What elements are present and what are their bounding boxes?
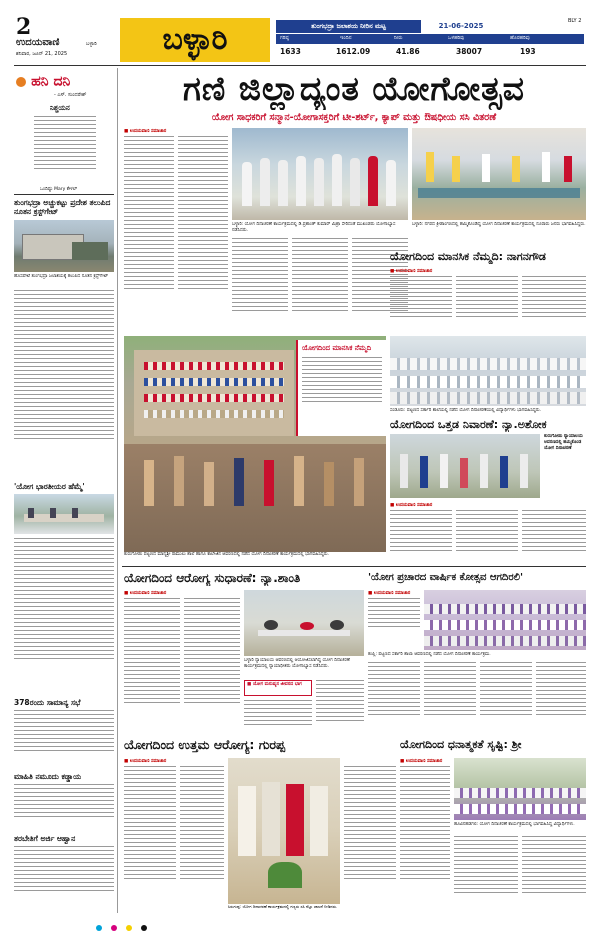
story3-text-col2 xyxy=(184,598,240,734)
news5-headline: ತರಬೇತಿಗೆ ಅರ್ಜಿ ಆಹ್ವಾನ xyxy=(14,834,76,843)
lower-divider xyxy=(122,566,586,567)
tribute-credit: ಒಂದಿಷ್ಟು Mary ಕೇಳಲ್ xyxy=(40,187,78,192)
news1-photo xyxy=(14,220,114,272)
dam-value: 193 xyxy=(520,47,536,56)
city-box xyxy=(120,18,270,62)
registration-marks xyxy=(96,916,516,924)
story1-byline: ■ ಉದಯವಾಣಿ ಸಮಾಚಾರ xyxy=(390,269,433,274)
story6-text-col3 xyxy=(522,836,586,914)
dam-value: 41.86 xyxy=(396,47,420,56)
city-name: ಬಳ್ಳಾರಿ xyxy=(162,22,228,57)
news2-headline: 'ಯೋಗ ಭಾರತೀಯರ ಹೆಮ್ಮೆ' xyxy=(14,482,85,491)
story5-caption: ಸಿರುಗುಪ್ಪ: ಯೋಗ ದಿನಾಚರಣೆ ಕಾರ್ಯಕ್ರಮದಲ್ಲಿ ಗಣ್ಯರು ಸಸಿ ನೆಟ್ಟು ಚಾಲನೆ ನೀಡಿದರು. xyxy=(228,904,338,909)
main-text-col3 xyxy=(232,238,288,332)
story6-byline: ■ ಉದಯವಾಣಿ ಸಮಾಚಾರ xyxy=(400,759,443,764)
tribute-brand-text: ಹನಿ ದನಿ xyxy=(31,73,71,90)
main-photo-leaders xyxy=(232,128,408,220)
pull-quote-text: ಯೋಗದಿಂದ ಮಾನಸಿಕ ನೆಮ್ಮದಿ xyxy=(302,344,372,352)
story3-note-text: ■ ಯೋಗ ಮನುಷ್ಯನ ಜೀವನದ ಭಾಗ xyxy=(247,682,302,687)
story5-photo xyxy=(228,758,340,904)
aerial-photo-caption: ಕುರುಗೋಡು ಪಟ್ಟಣದ ಮಾನ್ಯಶ್ರೀ ರಾಮುಲು ಶಾಲೆ ಹಾಗೂ ಕಾಲೇಜಿನ ಆವರಣದಲ್ಲಿ ನಡೆದ ಯೋಗ ದಿನಾಚರಣೆ ಕಾರ್ಯಕ್ರಮದಲ್ಲಿ ಭಾಗವಹಿಸಿದ್ದರು. xyxy=(124,552,330,557)
story3-headline: ಯೋಗದಿಂದ ಆರೋಗ್ಯ ಸುಧಾರಣೆ: ನ್ಯಾ.ಶಾಂತಿ xyxy=(124,571,301,585)
sidebar-column-rule xyxy=(117,68,118,913)
story6-photo xyxy=(454,758,586,820)
story4-text-col4 xyxy=(480,662,532,734)
dam-value: 1612.09 xyxy=(336,47,371,56)
story4-byline: ■ ಉದಯವಾಣಿ ಸಮಾಚಾರ xyxy=(368,591,411,596)
story3-caption: ಬಳ್ಳಾರಿ ನ್ಯಾಯಾಲಯ ಆವರಣದಲ್ಲಿ ಆಯೋಜಿಸಲಾಗಿದ್ದ ಯೋಗ ದಿನಾಚರಣೆ ಕಾರ್ಯಕ್ರಮದಲ್ಲಿ ನ್ಯಾಯಾಧೀಶರು ಯೋಗಾಭ್ಯಾಸ ನಡೆಸಿದರು. xyxy=(244,658,350,669)
tribute-text xyxy=(34,116,96,184)
dam-header: ಹೊರಹರಿವು xyxy=(510,35,530,41)
corner-label: BLY 2 xyxy=(568,18,582,24)
story1-text-col3 xyxy=(522,276,586,332)
date-line: ಶನಿವಾರ, ಜೂನ್ 21, 2025 xyxy=(16,51,68,57)
dam-header-row xyxy=(276,34,584,44)
story2-text-col2 xyxy=(456,510,518,564)
story6-caption: ಹೂವಿನಹಡಗಲಿ: ಯೋಗ ದಿನಾಚರಣೆ ಕಾರ್ಯಕ್ರಮದಲ್ಲಿ ಭಾಗವಹಿಸಿದ್ದ ವಿದ್ಯಾರ್ಥಿಗಳು. xyxy=(454,822,575,827)
story3-photo xyxy=(244,590,364,656)
main-photo-leaders-caption: ಬಳ್ಳಾರಿ: ಯೋಗ ದಿನಾಚರಣೆ ಕಾರ್ಯಕ್ರಮದಲ್ಲಿ ಡಿ.ಪ್ರಶಾಂತ್ ಕುಮಾರ್ ಮಿಶ್ರಾ ಸೇರಿದಂತೆ ಮುಖಂಡರು ಯೋಗಾಭ್ಯಾಸ ನಡೆಸಿದರು. xyxy=(232,222,396,233)
sidebar xyxy=(14,68,114,913)
dam-panel xyxy=(276,20,584,60)
news1-caption: ಹೊಸಪೇಟೆ ತುಂಗಭದ್ರಾ ಜಲಾಶಯಕ್ಕೆ ತಲುಪಿದ ನೂತನ ಕ್ರಸ್ಟ್‌ಗೇಟ್ xyxy=(14,274,109,279)
dam-header: ಒಳಹರಿವು xyxy=(448,35,465,41)
story2-photo xyxy=(390,434,540,498)
main-text-col2 xyxy=(178,136,228,332)
story4-text-col5 xyxy=(536,662,586,734)
paper-name: ಉದಯವಾಣಿ xyxy=(16,37,60,48)
story3-text-col3 xyxy=(316,680,364,734)
page-number: 2 xyxy=(16,14,32,40)
main-text-col4 xyxy=(292,238,348,332)
sidebar-divider xyxy=(14,194,114,195)
news2-text xyxy=(14,538,114,694)
dam-value: 38007 xyxy=(456,47,483,56)
story1-caption: ಸಂಡೂರು: ಪಟ್ಟಣದ ಸರ್ಕಾರಿ ಶಾಲೆಯಲ್ಲಿ ನಡೆದ ಯೋಗ ದಿನಾಚರಣೆಯಲ್ಲಿ ವಿದ್ಯಾರ್ಥಿಗಳು ಭಾಗವಹಿಸಿದ್ದರು. xyxy=(390,408,542,413)
story2-quote: ಕುರುಗೋಡು ನ್ಯಾಯಾಲಯ ಆವರಣದಲ್ಲಿ ಹಮ್ಮಿಕೊಂಡ ಯೋಗ ದಿನಾಚರಣೆ xyxy=(544,434,583,451)
main-headline: ಗಣಿ ಜಿಲ್ಲಾದ್ಯಂತ ಯೋಗೋತ್ಸವ xyxy=(183,69,525,108)
dam-header: ನೀರು xyxy=(394,35,403,41)
news3-headline: 378ರಂದು ಸಾಮಾನ್ಯ ಸಭೆ xyxy=(14,698,81,707)
logo-icon xyxy=(16,77,26,87)
news2-photo xyxy=(14,494,114,534)
story4-text-col1 xyxy=(368,598,420,636)
dam-value: 1633 xyxy=(280,47,301,56)
main-photo-crowd-caption: ಬಳ್ಳಾರಿ: ನಗರದ ಕ್ರೀಡಾಂಗಣದಲ್ಲಿ ಹಮ್ಮಿಕೊಂಡಿದ್ದ ಯೋಗ ದಿನಾಚರಣೆ ಕಾರ್ಯಕ್ರಮದಲ್ಲಿ ನೂರಾರು ಜನರು ಭಾಗವಹಿಸಿದ್ದರು. xyxy=(412,222,586,227)
main-text-col1 xyxy=(124,136,174,332)
news3-text xyxy=(14,710,114,768)
dam-date: 21-06-2025 xyxy=(438,22,484,30)
story2-text-col3 xyxy=(522,510,586,564)
masthead xyxy=(0,0,600,66)
story4-headline: 'ಯೋಗ ಪ್ರಚಾರದ ವಾರ್ಷಿಕ ಕೋತ್ಸವ ಆಗದಿರಲಿ' xyxy=(368,572,524,583)
masthead-divider xyxy=(14,65,586,66)
story1-text-col2 xyxy=(456,276,518,332)
tribute-brand xyxy=(16,71,112,91)
news1-text xyxy=(14,290,114,482)
dam-header: ಇಂದಿನ xyxy=(340,35,352,41)
story1-text-col1 xyxy=(390,276,452,332)
main-subheadline: ಯೋಗ ಸಾಧಕರಿಗೆ ಸನ್ಮಾನ-ಯೋಗಾಸಕ್ತರಿಗೆ ಟೀ-ಶರ್ಟ್, ಕ್ಯಾಪ್ ಮತ್ತು ಔಷಧೀಯ ಸಸಿ ವಿತರಣೆ xyxy=(211,112,497,123)
news4-headline: ಮಾಹಿತಿ ನಮೂದು ಕಡ್ಡಾಯ xyxy=(14,772,82,781)
story1-photo xyxy=(390,336,586,406)
dam-title: ತುಂಗಭದ್ರಾ ಜಲಾಶಯ ನೀರಿನ ಮಟ್ಟ xyxy=(276,20,421,33)
story4-text-col3 xyxy=(424,662,476,734)
story6-text-col2 xyxy=(454,836,518,914)
story2-text-col1 xyxy=(390,510,452,564)
story2-headline: ಯೋಗದಿಂದ ಒತ್ತಡ ನಿವಾರಣೆ: ನ್ಯಾ.ಅಶೋಕ xyxy=(390,418,547,431)
story4-photo xyxy=(424,590,586,650)
story4-caption: ಕಂಪ್ಲಿ: ಪಟ್ಟಣದ ಸರ್ಕಾರಿ ಶಾಲಾ ಆವರಣದಲ್ಲಿ ನಡೆದ ಯೋಗ ದಿನಾಚರಣೆ ಕಾರ್ಯಕ್ರಮ. xyxy=(368,652,491,657)
tribute-author: - ಎಸ್. ಸುಂದರೇಶ್ xyxy=(54,92,87,98)
edition-label: ಬಳ್ಳಾರಿ xyxy=(86,41,97,47)
news1-headline: ತುಂಗಭದ್ರಾ ಅಚ್ಚುಕಟ್ಟು ಪ್ರದೇಶ ತಲುಪಿದ ನೂತನ ಕ್ರಸ್ಟ್‌ಗೇಟ್ xyxy=(14,198,111,216)
dam-header: ಗರಿಷ್ಠ xyxy=(280,35,289,41)
news5-text xyxy=(14,846,114,910)
story6-text-col1 xyxy=(400,766,450,914)
story1-headline: ಯೋಗದಿಂದ ಮಾನಸಿಕ ನೆಮ್ಮದಿ: ನಾಗನಗೌಡ xyxy=(390,250,546,263)
main-photo-crowd xyxy=(412,128,586,220)
story6-headline: ಯೋಗದಿಂದ ಧನಾತ್ಮಕತೆ ಸೃಷ್ಟಿ: ಶ್ರೀ xyxy=(400,738,522,751)
main-byline: ■ ಉದಯವಾಣಿ ಸಮಾಚಾರ xyxy=(124,129,167,134)
story3-byline: ■ ಉದಯವಾಣಿ ಸಮಾಚಾರ xyxy=(124,591,167,596)
story5-text-col2 xyxy=(180,766,224,914)
story2-byline: ■ ಉದಯವಾಣಿ ಸಮಾಚಾರ xyxy=(390,503,433,508)
pull-quote-box xyxy=(296,340,386,436)
pull-quote-body xyxy=(302,357,382,417)
news4-text xyxy=(14,784,114,830)
story5-text-col1 xyxy=(124,766,176,914)
story5-headline: ಯೋಗದಿಂದ ಉತ್ತಮ ಆರೋಗ್ಯ: ಗುರಪ್ಪ xyxy=(124,737,286,752)
story3-text-col4 xyxy=(244,700,312,734)
story3-text-col1 xyxy=(124,598,180,734)
story5-byline: ■ ಉದಯವಾಣಿ ಸಮಾಚಾರ xyxy=(124,759,167,764)
story5-text-col3 xyxy=(344,766,396,914)
tribute-title: ನಿಶ್ಚಯನ xyxy=(50,104,70,112)
story3-note xyxy=(244,680,312,696)
story4-text-col2 xyxy=(368,662,420,734)
